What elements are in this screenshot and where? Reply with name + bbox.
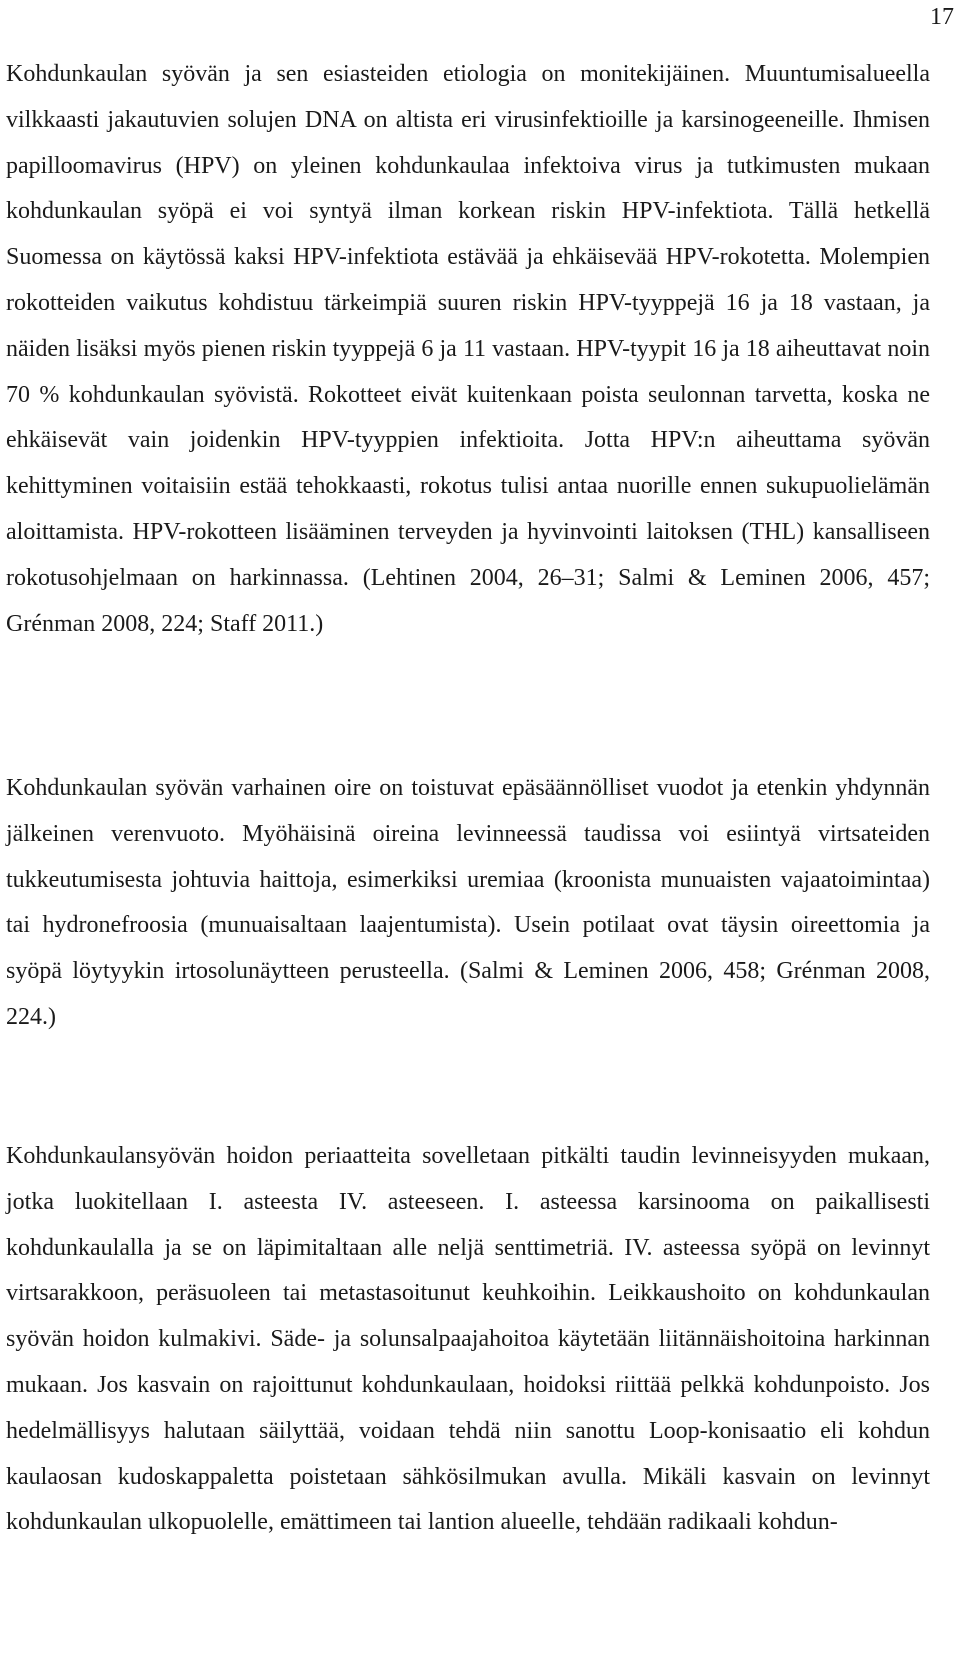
- paragraph-etiology: Kohdunkaulan syövän ja sen esiasteiden etiologia on monitekijäinen. Muuntumisalueella vilkkaasti jakautuvien solujen DNA on altista eri virusinfektioille ja karsinogeeneille. Ihmisen papilloomavirus (HPV) on yleinen kohdunkaulaa infektoiva virus ja tutkimusten mukaan kohdunkaulan syöpä ei voi syntyä ilman korkean riskin HPV-infektiota. Tällä hetkellä Suomessa on käytössä kaksi HPV-infektiota estävää ja ehkäisevää HPV-rokotetta. Molempien rokotteiden vaikutus kohdistuu tärkeimpiä suuren riskin HPV-tyyppejä 16 ja 18 vastaan, ja näiden lisäksi myös pienen riskin tyyppejä 6 ja 11 vastaan. HPV-tyypit 16 ja 18 aiheuttavat noin 70 % kohdunkaulan syövistä. Rokotteet eivät kuitenkaan poista seulonnan tarvetta, koska ne ehkäisevät vain joidenkin HPV-tyyppien infektioita. Jotta HPV:n aiheuttama syövän kehittyminen voitaisiin estää tehokkaasti, rokotus tulisi antaa nuorille ennen sukupuolielämän aloittamista. HPV-rokotteen lisääminen terveyden ja hyvinvointi laitoksen (THL) kansalliseen rokotusohjelmaan on harkinnassa. (Lehtinen 2004, 26–31; Salmi & Leminen 2006, 457; Grénman 2008, 224; Staff 2011.): [6, 61, 930, 637]
- paragraph-symptoms: Kohdunkaulan syövän varhainen oire on toistuvat epäsäännölliset vuodot ja etenkin yhdynnän jälkeinen verenvuoto. Myöhäisinä oireina levinneessä taudissa voi esiintyä virtsateiden tukkeutumisesta johtuvia haittoja, esimerkiksi uremiaa (kroonista munuaisten vajaatoimintaa) tai hydronefroosia (munuaisaltaan laajentumista). Usein potilaat ovat täysin oireettomia ja syöpä löytyykin irtosolunäytteen perusteella. (Salmi & Leminen 2006, 458; Grénman 2008, 224.): [6, 775, 930, 1030]
- page-number: 17: [930, 4, 954, 30]
- paragraph-treatment: Kohdunkaulansyövän hoidon periaatteita sovelletaan pitkälti taudin levinneisyyden mukaan, jotka luokitellaan I. asteesta IV. asteeseen. I. asteessa karsinooma on paikallisesti kohdunkaulalla ja se on läpimitaltaan alle neljä senttimetriä. IV. asteessa syöpä on levinnyt virtsarakkoon, peräsuoleen tai metastasoitunut keuhkoihin. Leikkaushoito on kohdunkaulan syövän hoidon kulmakivi. Säde- ja solunsalpaajahoitoa käytetään liitännäishoitoina harkinnan mukaan. Jos kasvain on rajoittunut kohdunkaulaan, hoidoksi riittää pelkkä kohdunpoisto. Jos hedelmällisyys halutaan säilyttää, voidaan tehdä niin sanottu Loop-konisaatio eli kohdun kaulaosan kudoskappaletta poistetaan sähkösilmukan avulla. Mikäli kasvain on levinnyt kohdunkaulan ulkopuolelle, emättimeen tai lantion alueelle, tehdään radikaali kohdun-: [6, 1143, 930, 1536]
